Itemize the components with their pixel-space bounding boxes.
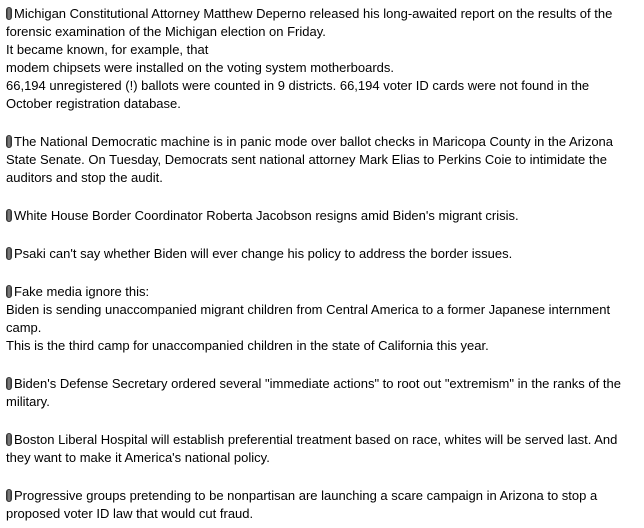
news-line: It became known, for example, that	[6, 42, 209, 57]
bullet-pin-icon	[6, 377, 12, 390]
news-item-4	[6, 245, 638, 263]
news-line: Psaki can't say whether Biden will ever change his policy to address the border issues.	[6, 245, 638, 263]
news-line: Biden is sending unaccompanied migrant children from Central America to a former Japanese internment camp.	[6, 302, 611, 335]
news-item-5	[6, 283, 638, 355]
news-line: This is the third camp for unaccompanied children in the state of California this year.	[6, 338, 489, 353]
bullet-pin-icon	[6, 247, 12, 260]
news-line: Progressive groups pretending to be nonpartisan are launching a scare campaign in Arizona to stop a proposed voter ID law that would cut fraud.	[6, 488, 598, 521]
news-line: White House Border Coordinator Roberta Jacobson resigns amid Biden's migrant crisis.	[6, 207, 638, 225]
news-line: Biden's Defense Secretary ordered several "immediate actions" to root out "extremism" in the ranks of the military.	[6, 376, 621, 409]
news-item-6	[6, 375, 638, 411]
bullet-pin-icon	[6, 489, 12, 502]
news-item-3	[6, 207, 638, 225]
news-line: Michigan Constitutional Attorney Matthew Deperno released his long-awaited report on the results of the forensic examination of the Michigan election on Friday.	[6, 6, 613, 39]
bullet-pin-icon	[6, 433, 12, 446]
bullet-pin-icon	[6, 7, 12, 20]
news-line: 66,194 unregistered (!) ballots were counted in 9 districts. 66,194 voter ID cards were not found in the October registration database.	[6, 78, 590, 111]
news-line: Fake media ignore this:	[6, 283, 638, 301]
news-line: modem chipsets were installed on the voting system motherboards.	[6, 60, 395, 75]
news-item-2	[6, 133, 638, 187]
news-item-7	[6, 431, 638, 467]
bullet-pin-icon	[6, 285, 12, 298]
news-item-1	[6, 5, 638, 113]
news-line: Boston Liberal Hospital will establish preferential treatment based on race, whites will be served last. And they want to make it America's national policy.	[6, 432, 618, 465]
news-item-8	[6, 487, 638, 523]
news-line: The National Democratic machine is in panic mode over ballot checks in Maricopa County in the Arizona State Senate. On Tuesday, Democrats sent national attorney Mark Elias to Perkins Coie to intimidate the auditors and stop the audit.	[6, 134, 614, 185]
bullet-pin-icon	[6, 135, 12, 148]
bullet-pin-icon	[6, 209, 12, 222]
